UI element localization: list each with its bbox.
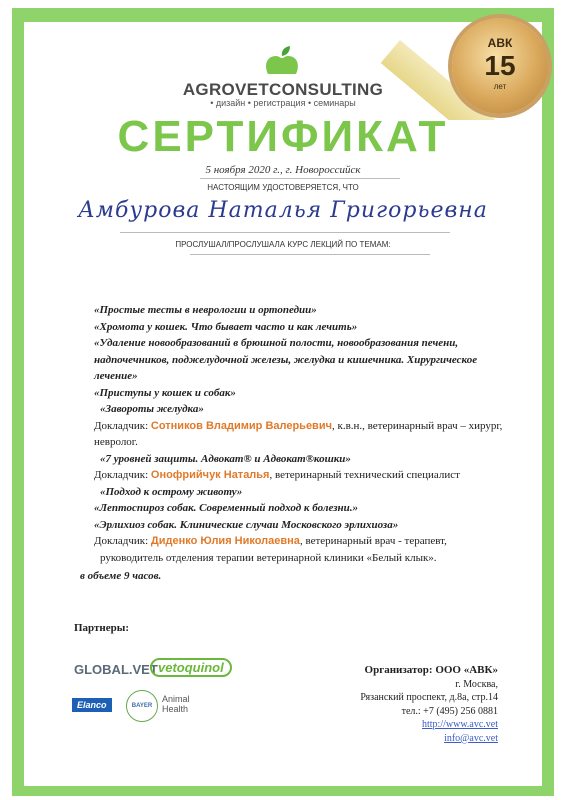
speaker-name: Онофрийчук Наталья: [150, 469, 270, 481]
organizer-email-link[interactable]: info@avc.vet: [444, 732, 498, 744]
organizer-address: Рязанский проспект, д.8а, стр.14: [360, 692, 498, 703]
speaker-line: [94, 533, 504, 550]
brand-name: AGROVETCONSULTING: [182, 80, 384, 99]
divider: [200, 178, 400, 179]
elanco-logo: Elanco: [72, 698, 112, 712]
divider: [120, 232, 450, 233]
lecture-item: «Завороты желудка»: [100, 403, 204, 415]
animal-health-line1: Animal: [162, 694, 190, 704]
animal-health-line2: Health: [162, 704, 189, 714]
apple-logo-icon: [262, 44, 302, 76]
seal-years: лет: [493, 82, 507, 91]
seal-org: АВК: [487, 36, 513, 50]
organizer-city: г. Москва,: [455, 678, 498, 690]
course-hours: в объеме 9 часов.: [80, 570, 162, 582]
speaker-name: Диденко Юлия Николаевна: [150, 535, 300, 547]
globalvet-logo: GLOBAL.VET: [74, 662, 158, 677]
bayer-logo-icon: [126, 690, 158, 722]
attended-line: ПРОСЛУШАЛ/ПРОСЛУШАЛА КУРС ЛЕКЦИЙ ПО ТЕМАМ:: [175, 240, 391, 249]
bayer-logo-text: BAYER: [131, 703, 153, 709]
organizer-label: Организатор: ООО «АВК»: [364, 664, 498, 676]
lecture-item: «Лептоспироз собак. Современный подход к болезни.»: [94, 502, 358, 514]
divider: [190, 254, 430, 255]
vetoquinol-logo: vetoquinol: [150, 658, 232, 677]
partners-heading: Партнеры:: [74, 622, 130, 634]
speaker-prefix: Докладчик:: [94, 469, 151, 481]
organizer-website-link[interactable]: http://www.avc.vet: [421, 719, 498, 730]
lecture-item: «7 уровней защиты. Адвокат® и Адвокат®кошки»: [100, 452, 351, 465]
speaker-name: Сотников Владимир Валерьевич: [150, 419, 332, 432]
lecture-item: «Подход к острому животу»: [100, 485, 243, 498]
lecture-item: «Хромота у кошек. Что бывает часто и как лечить»: [94, 320, 358, 333]
seal-number: 15: [484, 50, 516, 81]
organizer-phone: тел.: +7 (495) 256 0881: [401, 705, 498, 717]
animal-health-logo: [162, 694, 190, 714]
certificate-date: 5 ноября 2020 г., г. Новороссийск: [205, 164, 361, 176]
brand-tagline: • дизайн • регистрация • семинары: [210, 98, 356, 108]
speaker-details-cont: руководитель отделения терапии ветеринарной клиники «Белый клык».: [100, 551, 437, 564]
certificate-title: СЕРТИФИКАТ: [117, 112, 449, 161]
organizer-block: [360, 664, 498, 745]
lecture-item: «Приступы у кошек и собак»: [94, 386, 236, 399]
speaker-line: [94, 418, 504, 451]
speaker-details: , ветеринарный врач - терапевт,: [299, 535, 447, 547]
recipient-name: Амбурова Наталья Григорьевна: [78, 198, 488, 223]
lecture-item: «Эрлихиоз собак. Клинические случаи Московского эрлихиоза»: [94, 518, 399, 531]
lecture-list: [94, 302, 504, 566]
lecture-item: «Удаление новообразований в брюшной полости, новообразования печени, надпочечников, поджелудочной железы, желудка и кишечника. Хирургическое лечение»: [94, 337, 478, 382]
lecture-item: «Простые тесты в неврологии и ортопедии»: [94, 304, 317, 316]
speaker-details: , к.в.н., ветеринарный врач – хирург, невролог.: [94, 419, 503, 448]
speaker-prefix: Докладчик:: [94, 419, 151, 432]
speaker-line: [94, 467, 504, 484]
certify-line: НАСТОЯЩИМ УДОСТОВЕРЯЕТСЯ, ЧТО: [207, 183, 359, 192]
speaker-details: , ветеринарный технический специалист: [269, 469, 460, 481]
speaker-prefix: Докладчик:: [94, 535, 151, 547]
